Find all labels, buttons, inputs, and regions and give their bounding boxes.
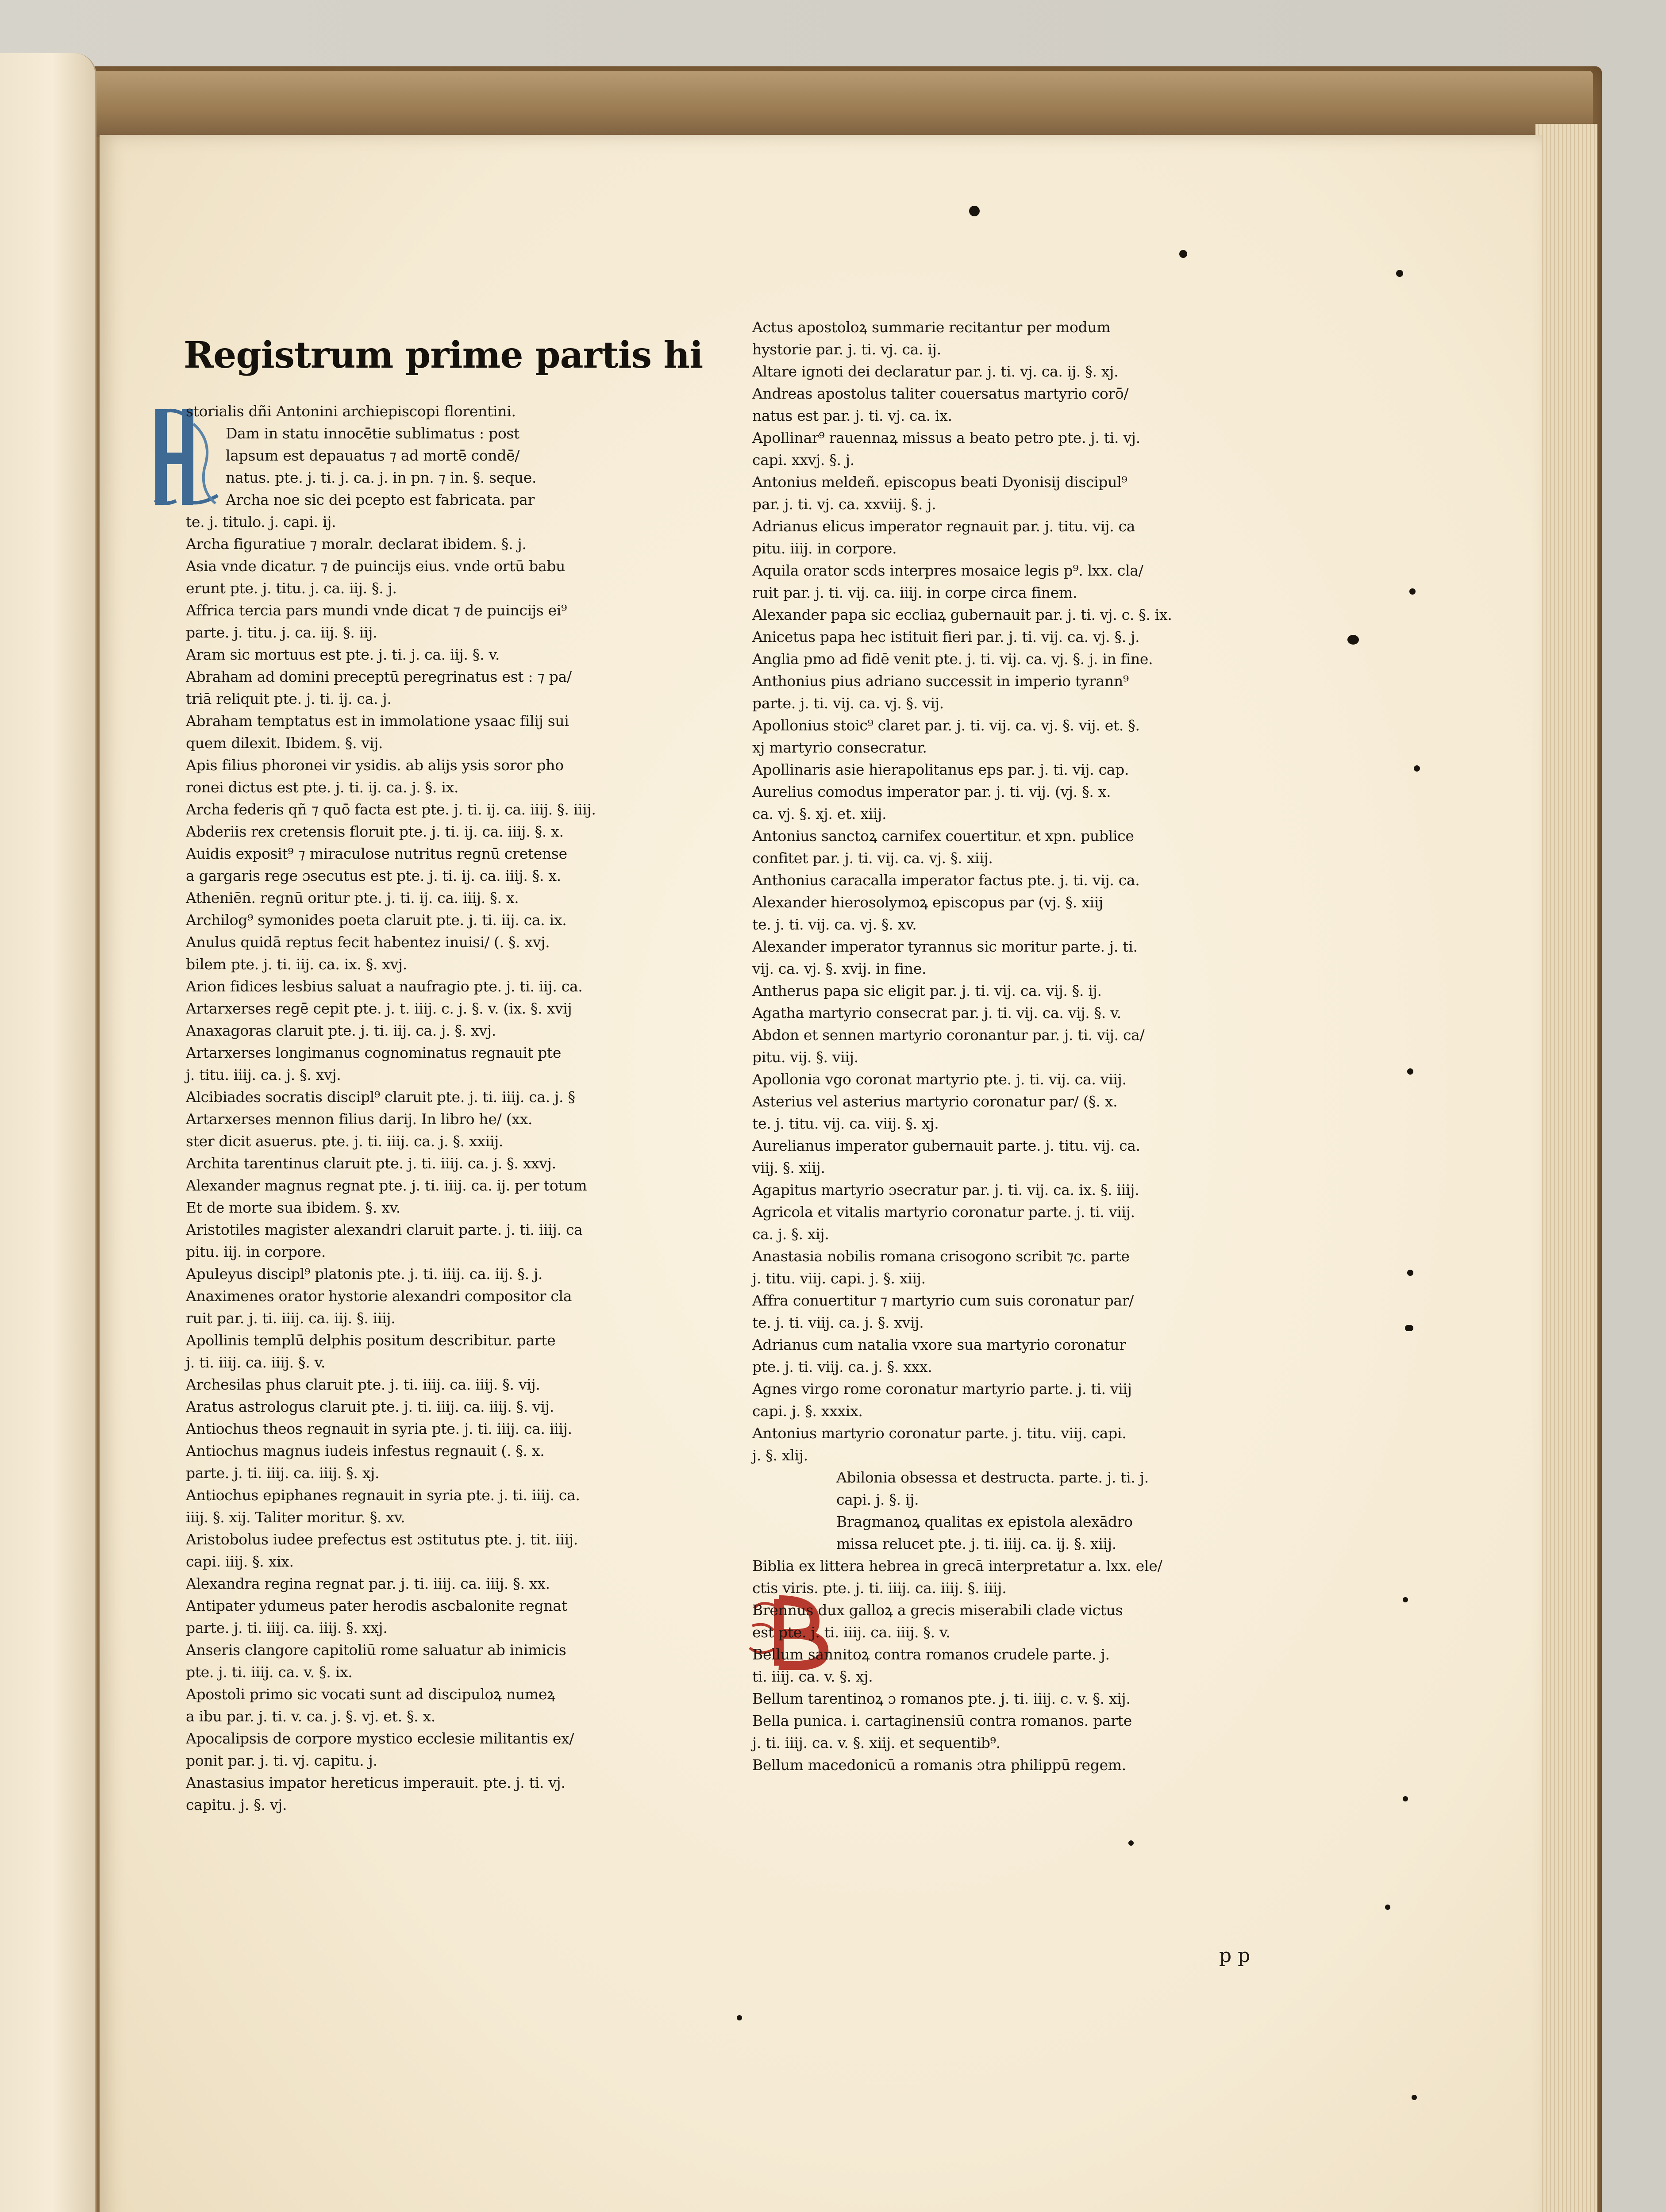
index-entry-line: Alexander papa sic eccliaꝝ gubernauit par. j. ti. vj. c. §. ix. [752, 606, 1172, 623]
index-column-left [186, 400, 761, 1816]
index-entry-line: Alexander magnus regnat pte. j. ti. iiij. ca. ij. per totum [186, 1177, 587, 1194]
index-entry-line: a gargaris rege ɔsecutus est pte. j. ti. ij. ca. iiij. §. x. [186, 867, 561, 884]
index-entry-line: erunt pte. j. titu. j. ca. iij. §. j. [186, 580, 397, 597]
index-entry-line: Archa figuratiue ⁊ moralr. declarat ibidem. §. j. [186, 535, 527, 553]
index-entry-line: Anthonius pius adriano successit in imperio tyrann⁹ [752, 672, 1129, 690]
index-entry-line: Anulus quidā reptus fecit habentez inuisi/ (. §. xvj. [186, 933, 550, 951]
index-entry-line: Apocalipsis de corpore mystico ecclesie militantis ex/ [186, 1730, 574, 1747]
index-entry-line: Atheniēn. regnū oritur pte. j. ti. ij. ca. iiij. §. x. [186, 889, 519, 906]
index-entry-line: j. titu. iiij. ca. j. §. xvj. [186, 1066, 341, 1083]
index-entry-line: Artarxerses regē cepit pte. j. t. iiij. c. j. §. v. (ix. §. xvij [186, 1000, 572, 1017]
index-entry-line: Alcibiades socratis discipl⁹ claruit pte. j. ti. iiij. ca. j. § [186, 1088, 575, 1106]
ink-spot [1396, 270, 1403, 277]
index-entry-line: Asia vnde dicatur. ⁊ de puincijs eius. vnde ortū babu [186, 557, 566, 575]
index-entry-line: parte. j. ti. iiij. ca. iiij. §. xj. [186, 1464, 380, 1482]
index-entry-line: viij. §. xiij. [752, 1159, 825, 1176]
index-column-right [752, 316, 1321, 1776]
index-entry-line: ti. iiij. ca. v. §. xj. [752, 1668, 873, 1685]
ink-spot [1347, 635, 1359, 645]
index-entry-line: par. j. ti. vj. ca. xxviij. §. j. [752, 495, 936, 513]
index-entry-line: Biblia ex littera hebrea in grecā interpretatur a. lxx. ele/ [752, 1557, 1162, 1575]
cover-top-edge [84, 71, 1593, 137]
index-entry-line: Apollinar⁹ rauennaꝝ missus a beato petro pte. j. ti. vj. [752, 429, 1140, 446]
index-entry-line: capi. j. §. xxxix. [752, 1402, 863, 1420]
index-entry-line: ca. j. §. xij. [752, 1225, 829, 1243]
index-entry-line: te. j. titulo. j. capi. ij. [186, 513, 336, 530]
index-entry-line: ster dicit asuerus. pte. j. ti. iiij. ca. j. §. xxiij. [186, 1133, 504, 1150]
index-entry-line: storialis dñi Antonini archiepiscopi florentini. [186, 403, 516, 420]
index-entry-line: Aram sic mortuus est pte. j. ti. j. ca. iij. §. v. [186, 646, 500, 663]
index-entry-line: natus. pte. j. ti. j. ca. j. in pn. ⁊ in. §. seque. [226, 469, 537, 486]
index-entry-line: Antonius sanctoꝝ carnifex couertitur. et xpn. publice [752, 827, 1134, 845]
index-entry-line: capitu. j. §. vj. [186, 1796, 287, 1813]
index-entry-line: Anthonius caracalla imperator factus pte. j. ti. vij. ca. [752, 872, 1140, 889]
index-entry-line: Apis filius phoronei vir ysidis. ab alijs ysis soror pho [186, 757, 564, 774]
ink-spot [1385, 1905, 1390, 1910]
index-entry-line: ruit par. j. ti. vij. ca. iiij. in corpe circa finem. [752, 584, 1077, 601]
index-entry-line: Antiochus magnus iudeis infestus regnauit (. §. x. [186, 1442, 545, 1459]
ink-spot [1407, 1068, 1413, 1075]
index-entry-line: Bellum sannitoꝝ contra romanos crudele parte. j. [752, 1646, 1110, 1663]
index-entry-line: Archa noe sic dei pcepto est fabricata. par [226, 491, 535, 508]
index-entry-line: Apollonius stoic⁹ claret par. j. ti. vij. ca. vj. §. vij. et. §. [752, 717, 1140, 734]
index-entry-line: pte. j. ti. viij. ca. j. §. xxx. [752, 1358, 932, 1375]
index-entry-line: Abraham ad domini preceptū peregrinatus est : ⁊ pa/ [186, 668, 572, 685]
index-entry-line: Archilog⁹ symonides poeta claruit pte. j. ti. iij. ca. ix. [186, 911, 567, 929]
register-title: Registrum prime partis hi [184, 334, 703, 376]
index-entry-line: parte. j. ti. vij. ca. vj. §. vij. [752, 695, 944, 712]
index-entry-line: Bellum macedonicū a romanis ɔtra philippū regem. [752, 1756, 1126, 1774]
index-entry-line: ctis viris. pte. j. ti. iiij. ca. iiij. §. iiij. [752, 1579, 1007, 1597]
index-entry-line: Alexander imperator tyrannus sic moritur parte. j. ti. [752, 938, 1138, 955]
index-entry-line: Abraham temptatus est in immolatione ysaac filij sui [186, 712, 569, 730]
index-entry-line: Artarxerses mennon filius darij. In libro he/ (xx. [186, 1110, 533, 1128]
index-entry-line: Brennus dux galloꝝ a grecis miserabili clade victus [752, 1601, 1123, 1619]
index-entry-line: Apollinis templū delphis positum describitur. parte [186, 1332, 556, 1349]
index-entry-line: missa relucet pte. j. ti. iiij. ca. ij. §. xiij. [836, 1535, 1116, 1552]
index-entry-line: Actus apostoloꝝ summarie recitantur per modum [752, 319, 1111, 336]
index-entry-line: Alexandra regina regnat par. j. ti. iiij. ca. iiij. §. xx. [186, 1575, 550, 1592]
index-entry-line: Archita tarentinus claruit pte. j. ti. iiij. ca. j. §. xxvj. [186, 1155, 556, 1172]
index-entry-line: Anastasia nobilis romana crisogono scribit ⁊c. parte [752, 1248, 1130, 1265]
index-entry-line: pte. j. ti. iiij. ca. v. §. ix. [186, 1663, 353, 1681]
index-entry-line: te. j. titu. vij. ca. viij. §. xj. [752, 1115, 939, 1132]
ink-spot [1409, 588, 1416, 595]
ink-spot [737, 2015, 742, 2020]
ink-spot [1403, 1796, 1408, 1801]
index-entry-line: Agnes virgo rome coronatur martyrio parte. j. ti. viij [752, 1380, 1132, 1398]
index-entry-line: Adrianus cum natalia vxore sua martyrio coronatur [752, 1336, 1126, 1353]
index-entry-line: Dam in statu innocētie sublimatus : post [226, 425, 519, 442]
index-entry-line: quem dilexit. Ibidem. §. vij. [186, 734, 383, 752]
index-entry-line: Antiochus theos regnauit in syria pte. j. ti. iiij. ca. iiij. [186, 1420, 572, 1437]
index-entry-line: Aurelius comodus imperator par. j. ti. vij. (vj. §. x. [752, 783, 1111, 800]
index-entry-line: Antiochus epiphanes regnauit in syria pte. j. ti. iiij. ca. [186, 1486, 580, 1504]
index-entry-line: Bella punica. i. cartaginensiū contra romanos. parte [752, 1712, 1132, 1729]
index-entry-line: Anaximenes orator hystorie alexandri compositor cla [186, 1287, 572, 1305]
index-entry-line: capi. xxvj. §. j. [752, 451, 854, 469]
index-entry-line: j. ti. iiij. ca. iiij. §. v. [186, 1354, 326, 1371]
index-entry-line: Adrianus elicus imperator regnauit par. j. titu. vij. ca [752, 518, 1135, 535]
index-entry-line: Affra conuertitur ⁊ martyrio cum suis coronatur par/ [752, 1292, 1134, 1309]
index-entry-line: j. titu. viij. capi. j. §. xiij. [752, 1270, 926, 1287]
index-entry-line: Apuleyus discipl⁹ platonis pte. j. ti. iiij. ca. iij. §. j. [186, 1265, 543, 1283]
index-entry-line: parte. j. ti. iiij. ca. iiij. §. xxj. [186, 1619, 388, 1636]
index-entry-line: ponit par. j. ti. vj. capitu. j. [186, 1752, 377, 1769]
index-entry-line: Aratus astrologus claruit pte. j. ti. iiij. ca. iiij. §. vij. [186, 1398, 554, 1415]
index-entry-line: Archesilas phus claruit pte. j. ti. iiij. ca. iiij. §. vij. [186, 1376, 540, 1393]
index-entry-line: Abderiis rex cretensis floruit pte. j. ti. ij. ca. iiij. §. x. [186, 823, 564, 840]
index-entry-line: Auidis exposit⁹ ⁊ miraculose nutritus regnū cretense [186, 845, 567, 862]
index-entry-line: pitu. vij. §. viij. [752, 1048, 858, 1066]
index-entry-line: Agricola et vitalis martyrio coronatur parte. j. ti. viij. [752, 1203, 1135, 1221]
index-entry-line: Anaxagoras claruit pte. j. ti. iij. ca. j. §. xvj. [186, 1022, 496, 1039]
index-entry-line: Abdon et sennen martyrio coronantur par. j. ti. vij. ca/ [752, 1026, 1145, 1044]
index-entry-line: ca. vj. §. xj. et. xiij. [752, 805, 887, 822]
index-entry-line: Aristobolus iudee prefectus est ɔstitutus pte. j. tit. iiij. [186, 1531, 578, 1548]
index-entry-line: est pte. j. ti. iiij. ca. iiij. §. v. [752, 1624, 950, 1641]
ink-spot [1414, 765, 1420, 772]
ink-spot [1403, 1597, 1408, 1602]
index-entry-line: Alexander hierosolymoꝝ episcopus par (vj. §. xiij [752, 894, 1103, 911]
index-entry-line: natus est par. j. ti. vj. ca. ix. [752, 407, 952, 424]
index-entry-line: lapsum est depauatus ⁊ ad mortē condē/ [226, 447, 520, 464]
index-entry-line: Aquila orator scds interpres mosaice legis p⁹. lxx. cla/ [752, 562, 1143, 579]
index-entry-line: Antonius meldeñ. episcopus beati Dyonisij discipul⁹ [752, 473, 1127, 491]
index-entry-line: Anastasius impator hereticus imperauit. pte. j. ti. vj. [186, 1774, 566, 1791]
index-entry-line: iiij. §. xij. Taliter moritur. §. xv. [186, 1509, 405, 1526]
index-entry-line: Andreas apostolus taliter couersatus martyrio corō/ [752, 385, 1129, 402]
index-entry-line: j. ti. iiij. ca. v. §. xiij. et sequentib⁹. [752, 1734, 1000, 1751]
facing-page-edge [0, 53, 96, 2212]
index-entry-line: vij. ca. vj. §. xvij. in fine. [752, 960, 927, 977]
index-entry-line: Aristotiles magister alexandri claruit parte. j. ti. iiij. ca [186, 1221, 583, 1238]
index-entry-line: ronei dictus est pte. j. ti. ij. ca. j. §. ix. [186, 779, 459, 796]
index-entry-line: Bellum tarentinoꝝ ɔ romanos pte. j. ti. iiij. c. v. §. xij. [752, 1690, 1131, 1707]
index-entry-line: bilem pte. j. ti. iij. ca. ix. §. xvj. [186, 956, 408, 973]
index-entry-line: Anglia pmo ad fidē venit pte. j. ti. vij. ca. vj. §. j. in fine. [752, 650, 1153, 668]
ink-spot [1179, 250, 1187, 258]
index-entry-line: Apollinaris asie hierapolitanus eps par. j. ti. vij. cap. [752, 761, 1129, 778]
index-entry-line: Anicetus papa hec istituit fieri par. j. ti. vij. ca. vj. §. j. [752, 628, 1140, 645]
ink-spot [1405, 1325, 1411, 1331]
index-entry-line: Antonius martyrio coronatur parte. j. titu. viij. capi. [752, 1425, 1127, 1442]
ink-spot [1407, 1270, 1413, 1276]
index-entry-line: Artarxerses longimanus cognominatus regnauit pte [186, 1044, 562, 1061]
index-entry-line: hystorie par. j. ti. vj. ca. ij. [752, 341, 941, 358]
index-entry-line: pitu. iij. in corpore. [186, 1243, 326, 1260]
index-entry-line: Et de morte sua ibidem. §. xv. [186, 1199, 401, 1216]
index-entry-line: Apostoli primo sic vocati sunt ad discipuloꝝ numeꝝ [186, 1686, 555, 1703]
index-entry-line: Arion fidices lesbius saluat a naufragio pte. j. ti. iij. ca. [186, 978, 583, 995]
index-entry-line: te. j. ti. viij. ca. j. §. xvij. [752, 1314, 924, 1331]
index-entry-line: parte. j. titu. j. ca. iij. §. iij. [186, 624, 377, 641]
ink-spot [1412, 2095, 1417, 2100]
index-entry-line: confitet par. j. ti. vij. ca. vj. §. xiij. [752, 849, 993, 867]
index-entry-line: Antipater ydumeus pater herodis ascbalonite regnat [186, 1597, 567, 1614]
index-entry-line: a ibu par. j. ti. v. ca. j. §. vj. et. §. x. [186, 1708, 436, 1725]
index-entry-line: xj martyrio consecratur. [752, 739, 927, 756]
index-entry-line: triā reliquit pte. j. ti. ij. ca. j. [186, 690, 392, 707]
index-entry-line: Anseris clangore capitoliū rome saluatur ab inimicis [186, 1641, 566, 1659]
index-entry-line: Agapitus martyrio ɔsecratur par. j. ti. vij. ca. ix. §. iiij. [752, 1181, 1139, 1198]
index-entry-line: Affrica tercia pars mundi vnde dicat ⁊ de puincijs ei⁹ [186, 602, 567, 619]
index-entry-line: Altare ignoti dei declaratur par. j. ti. vj. ca. ij. §. xj. [752, 363, 1119, 380]
index-entry-line: capi. j. §. ij. [836, 1491, 919, 1508]
index-entry-line: Asterius vel asterius martyrio coronatur par/ (§. x. [752, 1093, 1118, 1110]
index-entry-line: capi. iiij. §. xix. [186, 1553, 294, 1570]
index-entry-line: te. j. ti. vij. ca. vj. §. xv. [752, 916, 917, 933]
index-entry-line: pitu. iiij. in corpore. [752, 540, 897, 557]
ink-spot [969, 206, 980, 216]
ink-spot [1128, 1840, 1134, 1846]
index-entry-line: ruit par. j. ti. iiij. ca. iij. §. iiij. [186, 1310, 396, 1327]
index-entry-line: Agatha martyrio consecrat par. j. ti. vij. ca. vij. §. v. [752, 1004, 1121, 1022]
index-entry-line: Bragmanoꝝ qualitas ex epistola alexādro [836, 1513, 1133, 1530]
index-entry-line: Antherus papa sic eligit par. j. ti. vij. ca. vij. §. ij. [752, 982, 1102, 999]
index-entry-line: Apollonia vgo coronat martyrio pte. j. ti. vij. ca. viij. [752, 1071, 1127, 1088]
index-entry-line: Aurelianus imperator gubernauit parte. j. titu. vij. ca. [752, 1137, 1140, 1154]
index-entry-line: Archa federis qñ ⁊ quō facta est pte. j. ti. ij. ca. iiij. §. iiij. [186, 801, 596, 818]
signature-mark: p p [1219, 1944, 1250, 1967]
index-entry-line: j. §. xlij. [752, 1447, 808, 1464]
page-edges [1535, 124, 1597, 2212]
index-entry-line: Abilonia obsessa et destructa. parte. j. ti. j. [836, 1469, 1149, 1486]
